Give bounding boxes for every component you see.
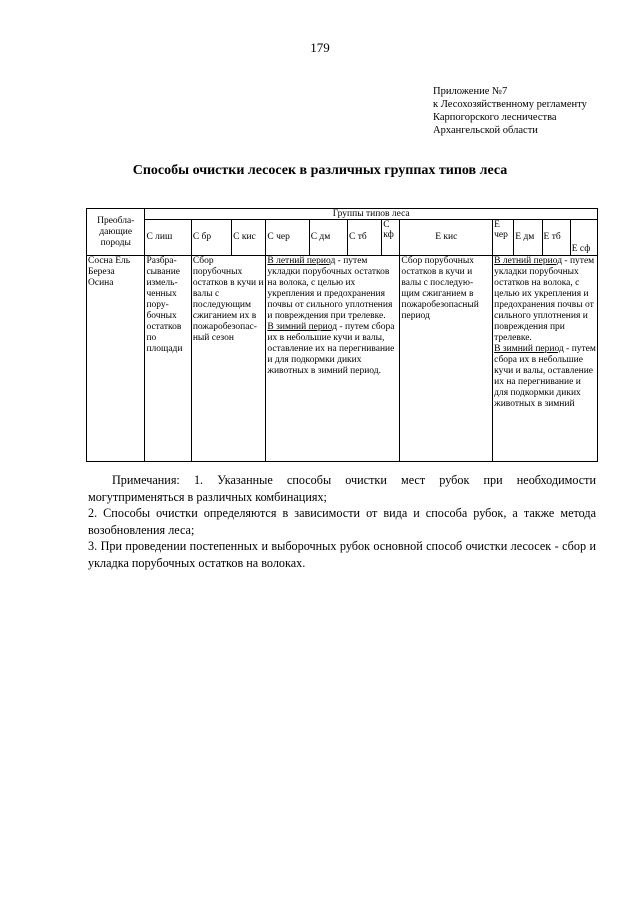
header-c-kf: С кф (382, 220, 400, 256)
header-forest-groups: Группы типов леса (145, 209, 598, 220)
cell-e-cher-sf (493, 256, 598, 462)
cleaning-methods-table (86, 208, 598, 462)
species-name: Осина (88, 278, 114, 288)
summer-period-label: В летний период (267, 256, 336, 266)
note-item: Примечания: 1. Указанные способы очистки мест рубок при необходимости могутприменяться в различных комбинациях; (88, 473, 596, 504)
header-e-dm: Е дм (514, 220, 542, 256)
header-e-sf: Е сф (570, 220, 597, 256)
header-e-cher: Е чер (493, 220, 514, 256)
note-item: 3. При проведении постепенных и выборочных рубок основной способ очистки лесосек - сбор и укладка порубочных остатков на волоках. (88, 539, 596, 570)
summer-method-text: - путем укладки порубочных остатков на волока, с целью их укрепления и предохранения почвы от сильного уплотнения и повреждения при трелевке. (494, 256, 595, 343)
summer-period-label: В летний период (494, 256, 563, 266)
note-item: 2. Способы очистки определяются в зависимости от вида и способа рубок, а также метода возобновления леса; (88, 506, 596, 537)
cell-c-cher-kf (266, 256, 400, 462)
appendix-line: Приложение №7 (433, 86, 508, 97)
cell-c-br-kis: Сбор порубочных остатков в кучи и валы с последующим сжиганием их в пожаробезопас-ный сезон (191, 256, 266, 462)
header-e-tb: Е тб (542, 220, 570, 256)
appendix-line: Карпогорского лесничества (433, 112, 557, 123)
appendix-block (433, 85, 587, 137)
winter-period-label: В зимний период (494, 344, 564, 354)
notes-block (88, 472, 596, 571)
cell-species (87, 256, 145, 462)
summer-method-text: - путем укладки порубочных остатков на волока, с целью их укрепления и предохранения почвы от сильного уплотнения и повреждения при трелевке. (267, 256, 393, 321)
header-species: Преобла-дающие породы (87, 209, 145, 256)
document-title: Способы очистки лесосек в различных группах типов леса (132, 163, 508, 178)
species-name: Береза (88, 267, 115, 277)
page-number: 179 (310, 40, 330, 55)
header-c-lish: С лиш (145, 220, 191, 256)
header-c-dm: С дм (309, 220, 347, 256)
cell-c-lish: Разбра-сывание измель-ченных пору-бочных остатков по площади (145, 256, 191, 462)
winter-method-text: - путем сбора их в небольшие кучи и валы, оставление их на перегнивание и для подкормки диких животных в зимний период. (267, 322, 395, 376)
header-c-cher: С чер (266, 220, 309, 256)
appendix-line: Архангельской области (433, 125, 538, 136)
winter-period-label: В зимний период (267, 322, 338, 332)
header-c-kis: С кис (232, 220, 266, 256)
header-c-tb: С тб (348, 220, 382, 256)
appendix-line: к Лесохозяйственному регламенту (433, 99, 587, 110)
header-c-br: С бр (191, 220, 231, 256)
species-name: Сосна Ель (88, 256, 131, 266)
winter-method-text: - путем сбора их в небольшие кучи и валы, оставление их на перегнивание и для подкормки диких животных в зимний (494, 344, 596, 409)
header-e-kis: Е кис (400, 220, 493, 256)
cell-e-kis: Сбор порубочных остатков в кучи и валы с последую-щим сжиганием в пожаробезопасный период (400, 256, 493, 462)
